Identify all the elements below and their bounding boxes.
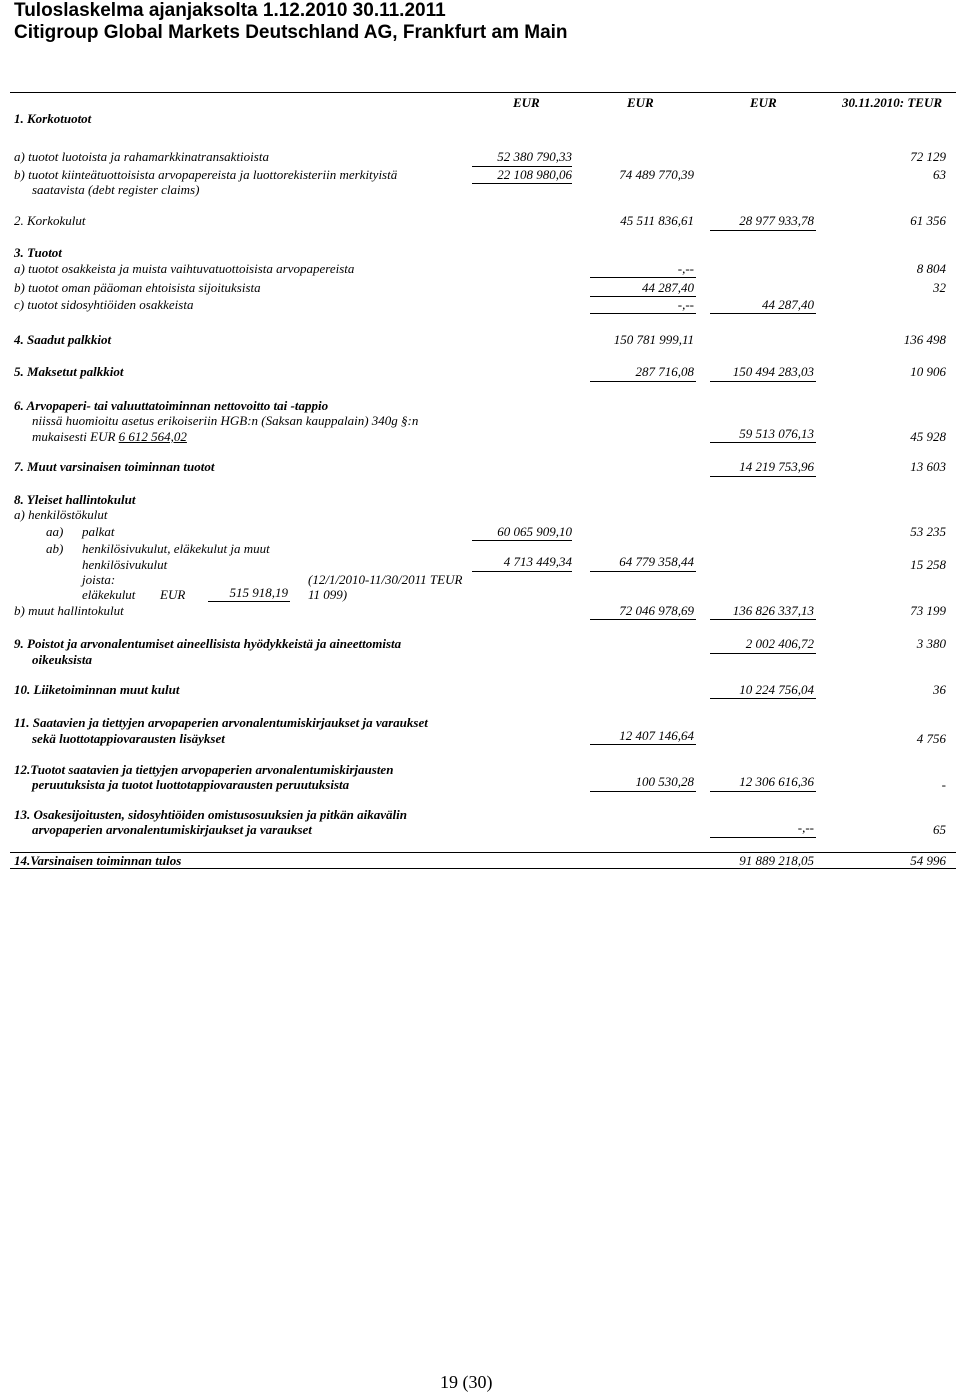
header-rule: [10, 92, 956, 93]
underline: [710, 476, 816, 477]
row-8b-label: b) muut hallintokulut: [14, 603, 124, 618]
row-14-col3: 91 889 218,05: [739, 853, 814, 868]
row-10-col3: 10 224 756,04: [739, 682, 814, 697]
row-6-label-prefix: mukaisesti EUR: [32, 429, 119, 444]
row-2-col3: 28 977 933,78: [739, 213, 814, 228]
underline: [710, 837, 816, 838]
underline: [710, 619, 816, 620]
row-3c-col3: 44 287,40: [762, 297, 814, 312]
row-1b-col1: 22 108 980,06: [497, 167, 572, 182]
row-5-prior: 10 906: [910, 364, 946, 379]
underline: [710, 653, 816, 654]
row-13-col3: -,--: [797, 820, 814, 835]
row-7-prior: 13 603: [910, 459, 946, 474]
page-number: 19 (30): [440, 1372, 493, 1392]
underline: [710, 791, 816, 792]
underline: [590, 744, 696, 745]
row-6-col3: 59 513 076,13: [739, 426, 814, 441]
row-8a-label: a) henkilöstökulut: [14, 507, 108, 522]
row-3a-col2: -,--: [677, 261, 694, 276]
row-5-label: 5. Maksetut palkkiot: [14, 364, 124, 379]
row-5-col3: 150 494 283,03: [732, 364, 814, 379]
row-8ab-label: henkilösivukulut, eläkekulut ja muut: [82, 541, 270, 556]
row-2-prior: 61 356: [910, 213, 946, 228]
row-3a-prior: 8 804: [916, 261, 946, 276]
row-10-prior: 36: [933, 682, 946, 697]
underline: [472, 571, 572, 572]
row-3b-prior: 32: [933, 280, 946, 295]
row-13-label: 13. Osakesijoitusten, sidosyhtiöiden omistusosuuksien ja pitkän aikavälin: [14, 807, 407, 822]
row-2-col2: 45 511 836,61: [620, 213, 694, 228]
col-header-eur-2: EUR: [627, 95, 654, 110]
row-10-label: 10. Liiketoiminnan muut kulut: [14, 682, 180, 697]
row-1b-prior: 63: [933, 167, 946, 182]
row-4-label: 4. Saadut palkkiot: [14, 332, 112, 347]
row-6-label-cont: niissä huomioitu asetus erikoiseriin HGB:n (Saksan kauppalain) 340g §:n: [32, 413, 419, 428]
row-3-label: 3. Tuotot: [14, 245, 62, 260]
page-subtitle: Citigroup Global Markets Deutschland AG, Frankfurt am Main: [14, 22, 568, 43]
row-11-prior: 4 756: [916, 731, 946, 746]
row-1a-col1: 52 380 790,33: [497, 149, 572, 164]
row-8b-prior: 73 199: [910, 603, 946, 618]
col-header-eur-1: EUR: [513, 95, 540, 110]
row-9-col3: 2 002 406,72: [745, 636, 814, 651]
col-header-eur-3: EUR: [750, 95, 777, 110]
row-9-label: 9. Poistot ja arvonalentumiset aineellisista hyödykkeistä ja aineettomista: [14, 636, 402, 651]
row-12-prior: -: [941, 777, 946, 792]
row-1a-label: a) tuotot luotoista ja rahamarkkinatransaktioista: [14, 149, 269, 164]
row-4-prior: 136 498: [903, 332, 946, 347]
row-7-col3: 14 219 753,96: [739, 459, 814, 474]
row-3c-col2: -,--: [677, 297, 694, 312]
row-12-label: 12.Tuotot saatavien ja tiettyjen arvopaperien arvonalentumiskirjausten: [14, 762, 394, 777]
row-7-label: 7. Muut varsinaisen toiminnan tuotot: [14, 459, 215, 474]
row-13-prior: 65: [933, 822, 946, 837]
row-8-joista: joista:: [82, 572, 116, 587]
row-14-prior: 54 996: [910, 853, 946, 868]
total-rule-bottom: [10, 868, 956, 869]
row-3a-label: a) tuotot osakkeista ja muista vaihtuvatuottoisista arvopapereista: [14, 261, 355, 276]
underline: [590, 313, 696, 314]
row-3c-label: c) tuotot sidosyhtiöiden osakkeista: [14, 297, 194, 312]
row-6-label-value: 6 612 564,02: [118, 429, 187, 444]
row-8ab-prior: 15 258: [910, 557, 946, 572]
row-11-label-cont: sekä luottotappiovarausten lisäykset: [32, 731, 225, 746]
row-12-col3: 12 306 616,36: [739, 774, 814, 789]
row-8aa-prior: 53 235: [910, 524, 946, 539]
row-6-label: 6. Arvopaperi- tai valuuttatoiminnan nettovoitto tai -tappio: [14, 398, 329, 413]
row-13-label-cont: arvopaperien arvonalentumiskirjaukset ja varaukset: [32, 822, 312, 837]
row-1a-prior: 72 129: [910, 149, 946, 164]
row-4-col2: 150 781 999,11: [613, 332, 694, 347]
row-8aa-label: palkat: [82, 524, 115, 539]
underline: [710, 381, 816, 382]
underline: [590, 791, 696, 792]
underline: [710, 230, 816, 231]
row-1b-label: b) tuotot kiinteätuottoisista arvopapereista ja luottorekisteriin merkityistä: [14, 167, 398, 182]
underline: [590, 277, 696, 278]
row-8ab-label-cont: henkilösivukulut: [82, 557, 168, 572]
row-3b-col2: 44 287,40: [642, 280, 694, 295]
row-8ab-col1: 4 713 449,34: [503, 554, 572, 569]
row-12-label-cont: peruutuksista ja tuotot luottotappiovarausten peruutuksista: [32, 777, 350, 792]
underline: [710, 442, 816, 443]
underline: [710, 698, 816, 699]
row-8-pension-label: eläkekulut: [82, 587, 136, 602]
row-11-label: 11. Saatavien ja tiettyjen arvopaperien arvonalentumiskirjaukset ja varaukset: [14, 715, 428, 730]
row-5-col2: 287 716,08: [635, 364, 694, 379]
row-12-col2: 100 530,28: [635, 774, 694, 789]
row-9-prior: 3 380: [916, 636, 946, 651]
row-8b-col3: 136 826 337,13: [732, 603, 814, 618]
underline: [472, 540, 572, 541]
underline: [208, 601, 290, 602]
underline: [590, 571, 696, 572]
row-8-pension-amount: 515 918,19: [229, 585, 288, 600]
page-title: Tuloslaskelma ajanjaksolta 1.12.2010 30.11.2011: [14, 0, 446, 21]
section-1-heading: 1. Korkotuotot: [14, 111, 92, 126]
row-1b-col2: 74 489 770,39: [619, 167, 694, 182]
row-8aa-col1: 60 065 909,10: [497, 524, 572, 539]
row-6-label-amount: [32, 429, 187, 445]
col-header-prior-year: 30.11.2010: TEUR: [842, 95, 943, 110]
row-14-label: 14.Varsinaisen toiminnan tulos: [14, 853, 182, 868]
row-9-label-cont: oikeuksista: [32, 652, 92, 667]
row-11-col2: 12 407 146,64: [619, 728, 694, 743]
row-8-pension-currency: EUR: [160, 587, 186, 602]
underline: [472, 183, 572, 184]
row-8aa-key: aa): [46, 524, 64, 539]
row-3b-label: b) tuotot oman pääoman ehtoisista sijoituksista: [14, 280, 261, 295]
row-8ab-col2: 64 779 358,44: [619, 554, 694, 569]
row-8-pension-note-cont: 11 099): [308, 587, 348, 602]
underline: [710, 313, 816, 314]
row-8-pension-note: (12/1/2010-11/30/2011 TEUR: [308, 572, 463, 587]
underline: [590, 381, 696, 382]
row-8ab-key: ab): [46, 541, 64, 556]
row-6-prior: 45 928: [910, 429, 946, 444]
underline: [590, 619, 696, 620]
row-8-label: 8. Yleiset hallintokulut: [14, 492, 136, 507]
row-8b-col2: 72 046 978,69: [619, 603, 694, 618]
row-2-label: 2. Korkokulut: [14, 213, 86, 228]
row-1b-label-cont: saatavista (debt register claims): [32, 182, 200, 197]
